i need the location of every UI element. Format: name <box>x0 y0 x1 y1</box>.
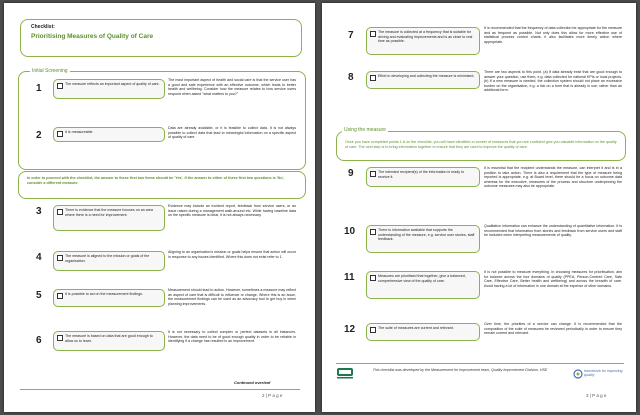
checkbox-icon[interactable] <box>370 327 376 333</box>
question-box <box>366 71 480 89</box>
row-number: 12 <box>344 324 356 335</box>
question-text: There is information available that supports the understanding of the measure, e.g. service user stories, staff feedback. <box>378 228 475 242</box>
footer-rule <box>336 363 624 364</box>
question-box <box>53 331 165 351</box>
checkbox-icon[interactable] <box>370 75 376 81</box>
question-box <box>53 289 165 307</box>
row-number: 7 <box>348 30 354 41</box>
title-box <box>20 19 302 57</box>
question-text: The measure is collected at a frequency that is suitable for driving and evaluating improvements and is as close to real time as possible. <box>378 30 473 44</box>
row-number: 11 <box>344 272 355 283</box>
footer-credit: This checklist was developed by the Measurement for Improvement team, Quality Improvement Division, HSE <box>372 368 548 372</box>
checklist-row-8 <box>332 69 628 125</box>
checklist-row-9 <box>332 165 628 221</box>
description-text: It is not necessary to collect complex or perfect datasets in all instances. However, the data need to be of good enough quality in order to be reliable in identifying if a change has resulted in an improvement. <box>168 330 296 344</box>
row-number: 2 <box>36 130 42 141</box>
checklist-row-2 <box>22 125 302 155</box>
checklist-row-11 <box>332 269 628 317</box>
checkbox-icon[interactable] <box>370 229 376 235</box>
description-text: Measurement should lead to action. However, sometimes a measure may reflect an aspect of care that is difficult to influence or change. Where this is an issue, the measurement findings can be used as an advocacy tool to get buy in when planning improvements. <box>168 288 296 306</box>
checklist-label: Checklist: <box>31 24 55 30</box>
row-number: 3 <box>36 206 42 217</box>
page-number: 2 | P a g e <box>262 393 283 398</box>
description-text: The most important aspect of health and social care is that the service user has a good and safe experience with an effective outcome, which leads to better health and wellbeing. Consider how the measure relates to how service users respond when asked "what matters to you?" <box>168 78 296 96</box>
page-3 <box>322 3 636 412</box>
question-text: The measure reflects an important aspect of quality of care. <box>65 82 160 86</box>
page-number: 3 | P a g e <box>586 393 607 398</box>
description-text: Aligning to an organisation's mission or goals helps ensure that action will occur in response to any issues identified. Where this does not exist refer to 1. <box>168 250 296 259</box>
description-text: Data are already available, or it is feasible to collect data. It is not always possible to collect data that lead to meaningful information on a specific aspect of quality of care. <box>168 126 296 140</box>
question-box <box>53 127 165 142</box>
checklist-row-5 <box>22 287 302 325</box>
checklist-row-4 <box>22 249 302 283</box>
description-text: It is recommended that the frequency of data collection be appropriate for the measure and as frequent as possible. Not only does this allow for more effective use of statistical process control charts, it also facilitates more timely action where appropriate. <box>484 26 622 44</box>
question-box <box>53 79 165 99</box>
description-text: Evidence may include an incident report, feedback from service users, or an issue raised during a management walk-around etc. While having baseline data on the specific measure is ideal, it is not always necessary. <box>168 204 296 218</box>
question-box <box>366 27 480 55</box>
checkbox-icon[interactable] <box>57 83 63 89</box>
question-text: The suite of measures are current and relevant. <box>378 326 454 330</box>
checkbox-icon[interactable] <box>57 335 63 341</box>
checkbox-icon[interactable] <box>370 171 376 177</box>
page-2 <box>4 3 315 412</box>
checkbox-icon[interactable] <box>57 209 63 215</box>
proceed-note-text: In order to proceed with the checklist, the answer to these first two items should be 'Yes'. If the answer to either of these first two questions is 'No', consider a different measure. <box>27 176 285 185</box>
row-number: 9 <box>348 168 354 179</box>
checkbox-icon[interactable] <box>57 293 63 299</box>
row-number: 10 <box>344 226 356 237</box>
question-box <box>366 167 480 187</box>
row-number: 1 <box>36 83 42 94</box>
using-measure-note <box>336 131 626 161</box>
question-box <box>366 271 480 299</box>
question-text: It is possible to act on the measurement findings. <box>65 292 143 296</box>
description-text: Over time, the priorities of a service can change. It is recommended that the composition of the suite of measures be reviewed periodically in order to ensure they remain current and relevant. <box>484 322 622 336</box>
question-text: There is evidence that the measure focuses on an area where there is a need for improvement. <box>65 208 153 217</box>
page-title: Prioritising Measures of Quality of Care <box>31 33 154 40</box>
description-text: There are two aspects to this point. (a) If data already exist that are good enough to answer your question, use them, e.g. data collected for national KPIs or local projects. (b) If a new measure is needed, the collection system should not place an excessive burden on the organisation, e.g. a tick on a form that is already in use, rather than an additional form. <box>484 70 622 93</box>
question-box <box>53 251 165 271</box>
checklist-row-3 <box>22 203 302 243</box>
checklist-row-7 <box>332 25 628 65</box>
checklist-row-1 <box>22 77 302 115</box>
question-text: The measure is aligned to the mission or goals of the organisation. <box>65 254 150 263</box>
question-box <box>366 323 480 341</box>
section-label-initial-screening: Initial Screening <box>32 68 68 74</box>
checklist-row-10 <box>332 223 628 267</box>
continued-note: Continued overleaf <box>234 380 271 385</box>
hse-logo-icon <box>336 366 354 380</box>
using-measure-text: Once you have completed points 1-8 on the checklist, you will have identified a number of measures that you are confident give you valuable information on the quality of care. The next step is to bring information together to ensure that they are used to improve the quality of care. <box>345 140 617 149</box>
checkbox-icon[interactable] <box>57 255 63 261</box>
row-number: 5 <box>36 290 42 301</box>
row-number: 8 <box>348 72 354 83</box>
row-number: 6 <box>36 335 42 346</box>
question-text: Effort in developing and collecting the measure is minimised. <box>378 74 475 78</box>
question-text: The intended recipient(s) of the information is ready to receive it. <box>378 170 465 179</box>
footer-rule <box>20 389 300 390</box>
checkbox-icon[interactable] <box>57 131 63 137</box>
checkbox-icon[interactable] <box>370 275 376 281</box>
checklist-row-12 <box>332 321 628 357</box>
framework-logo-text: framework for improving quality <box>584 369 623 378</box>
checklist-row-6 <box>22 329 302 365</box>
question-text: The measure is based on data that are good enough to allow us to learn. <box>65 334 153 343</box>
description-text: It is not possible to measure everything. In choosing measures for prioritisation, aim for balance across the four domains of quality (PPEA: Person-Centred Care, Safe Care, Effective Care, Better health and wellbeing) and across the breadth of care. Avoid having a lot of information in one domain at the expense of other domains. <box>484 270 622 288</box>
checkbox-icon[interactable] <box>370 31 376 37</box>
question-text: Measures are prioritised that together, give a balanced, comprehensive view of the quality of care. <box>378 274 466 283</box>
proceed-note <box>18 171 306 199</box>
description-text: Qualitative information can enhance the understanding of quantitative information. It is recommended that information from stories and feedback from service users and staff be included when interpreting measurements of quality. <box>484 224 622 238</box>
question-box <box>366 225 480 253</box>
question-text: It is measureable. <box>65 130 94 134</box>
question-box <box>53 205 165 231</box>
description-text: It is essential that the recipient understands the measure, can interpret it and is in a position to take action. There is also a requirement that the type of measure being reported is appropriate, e.g. at Board level, there should be a focus on outcome data whereas for the executive, measures of the process and structure underpinning the outcome measures may also be appropriate. <box>484 166 622 189</box>
row-number: 4 <box>36 252 42 263</box>
section-label-using-measure: Using the measure <box>344 127 386 133</box>
